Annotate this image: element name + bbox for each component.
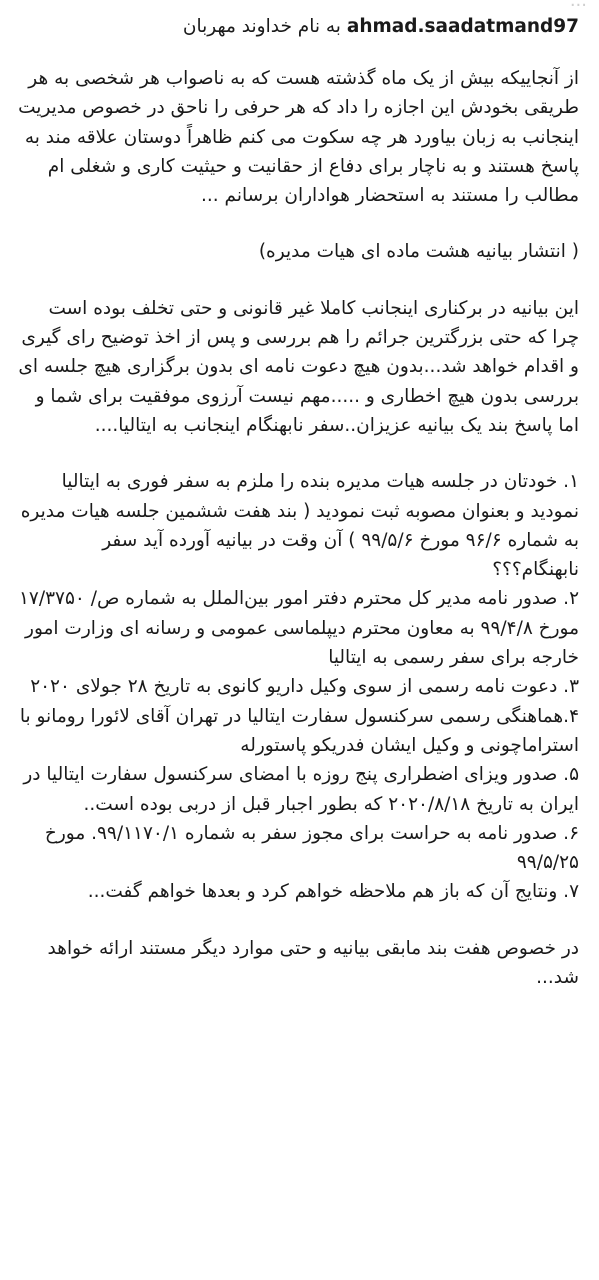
caption-header <box>18 12 579 42</box>
caption-body <box>18 64 579 992</box>
faded-text-top: ... <box>569 0 587 11</box>
opening-phrase: به نام خداوند مهربان <box>182 16 341 37</box>
intro-paragraph: از آنجاییکه بیش از یک ماه گذشته هست که به ناصواب هر شخصی به هر طریقی بخودش این اجازه را داد که هر حرفی را ناحق در خصوص مدیریت اینجانب به زبان بیاورد هر چه سکوت می کنم ظاهراً دوستان علاقه مند به پاسخ هستند و به ناچار برای دفاع از حقانیت و حیثیت کاری و شغلی ام مطالب را مستند به استحضار هواداران برسانم ... <box>18 68 579 207</box>
closing-paragraph: در خصوص هفت بند مابقی بیانیه و حتی موارد دیگر مستند ارائه خواهد شد... <box>47 937 579 989</box>
statement-heading: ( انتشار بیانیه هشت ماده ای هیات مدیره) <box>258 241 579 263</box>
username-link[interactable]: ahmad.saadatmand97 <box>346 16 579 37</box>
numbered-list-paragraph: ۱. خودتان در جلسه هیات مدیره بنده را ملزم به سفر فوری به ایتالیا نمودید و بعنوان مصوبه ثبت نمودید ( بند هفت ششمین جلسه هیات مدیره به شماره ۹۶/۶ مورخ ۹۹/۵/۶ ) آن وقت در بیانیه آورده آید سفر نابهنگام؟؟؟ ۲. صدور نامه مدیر کل محترم دفتر امور بین‌الملل به شماره ص/ ۱۷/۳۷۵۰ مورخ ۹۹/۴/۸ به معاون محترم دیپلماسی عمومی و رسانه ای وزارت امور خارجه برای سفر رسمی به ایتالیا ۳. دعوت نامه رسمی از سوی وکیل داریو کانوی به تاریخ ۲۸ جولای ۲۰۲۰ ۴.هماهنگی رسمی سرکنسول سفارت ایتالیا در تهران آقای لائورا رومانو با استراماچونی و وکیل ایشان فدریکو پاستورله ۵. صدور ویزای اضطراری پنج روزه با امضای سرکنسول سفارت ایتالیا در ایران به تاریخ ۲۰۲۰/۸/۱۸ که بطور اجبار قبل از دربی بوده است.. ۶. صدور نامه به حراست برای مجوز سفر به شماره ۹۹/۱۱۷۰/۱. مورخ ۹۹/۵/۲۵ ۷. ونتایج آن که باز هم ملاحظه خواهم کرد و بعدها خواهم گفت... <box>19 471 579 903</box>
statement-paragraph: این بیانیه در برکناری اینجانب کاملا غیر قانونی و حتی تخلف بوده است چرا که حتی بزرگترین جرائم را هم بررسی و پس از اخذ توضیح رای گیری و اقدام خواهد شد...بدون هیچ دعوت نامه ای بدون برگزاری هیچ جلسه ای بررسی بدون هیچ اخطاری و .....مهم نیست آرزوی موفقیت برای شما و اما پاسخ بند یک بیانیه عزیزان..سفر نابهنگام اینجانب به ایتالیا.... <box>18 297 579 436</box>
